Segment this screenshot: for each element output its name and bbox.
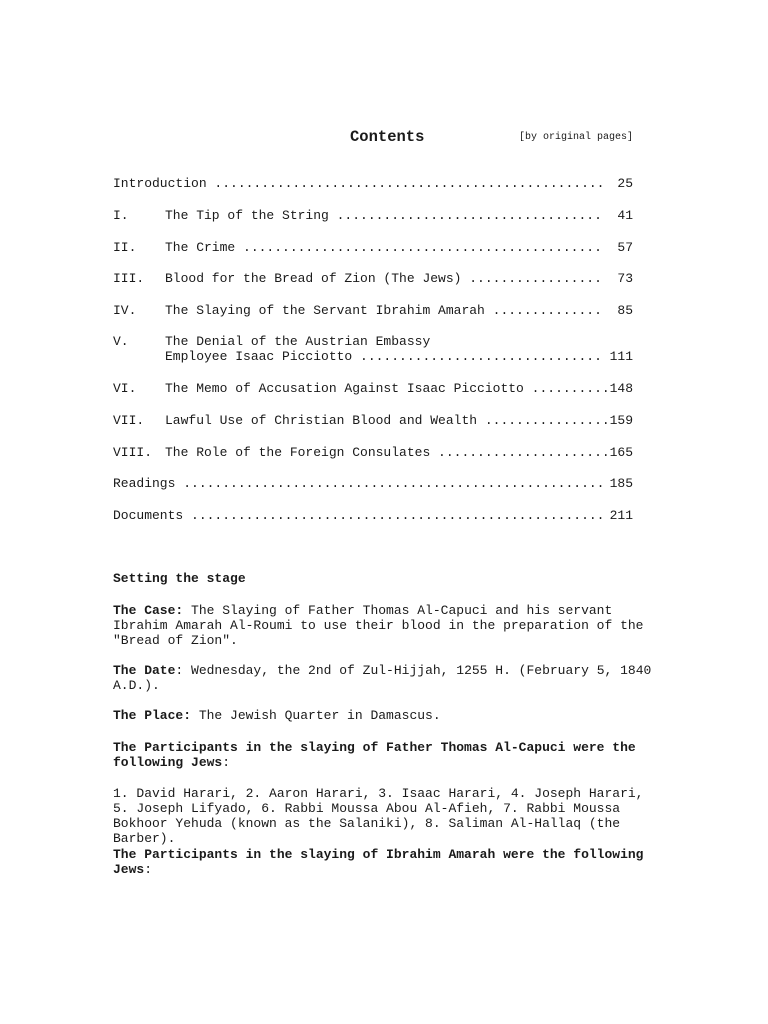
toc-page-number: 73 (617, 271, 633, 286)
toc-entry-chapter-4[interactable] (113, 302, 633, 319)
toc-entry-chapter-5[interactable] (113, 333, 633, 367)
toc-entry-documents[interactable] (113, 507, 633, 524)
toc-page-number: 57 (617, 240, 633, 255)
setting-heading: Setting the stage (113, 571, 246, 586)
toc-entry-text: The Memo of Accusation Against Isaac Picciotto .......... (165, 381, 610, 396)
toc-entry-introduction[interactable] (113, 175, 633, 192)
toc-entry-text: Readings ...................................................... (113, 476, 605, 491)
contents-note: [by original pages] (519, 132, 634, 143)
toc-page-number: 85 (617, 303, 633, 318)
place-label: The Place: (113, 708, 192, 723)
toc-entry-chapter-7[interactable] (113, 412, 633, 429)
toc-entry-text: Documents ..................................................... (113, 508, 605, 523)
toc-chapter-number: I. (113, 208, 129, 223)
toc-entry-chapter-2[interactable] (113, 239, 633, 256)
toc-entry-chapter-6[interactable] (113, 380, 633, 397)
toc-chapter-number: VII. (113, 413, 145, 428)
toc-entry-text: The Tip of the String .................................. (165, 208, 602, 223)
toc-chapter-number: VI. (113, 381, 137, 396)
toc-chapter-number: IV. (113, 303, 137, 318)
participants-thomas-list: 1. David Harari, 2. Aaron Harari, 3. Isaac Harari, 4. Joseph Harari, 5. Joseph Lifyado, 6. Rabbi Moussa Abou Al-Afieh, 7. Rabbi Moussa Bokhoor Yehuda (known as the Salaniki), 8. Saliman Al-Hallaq (the Barber). (113, 786, 644, 846)
toc-entry-text: The Crime .............................................. (165, 240, 602, 255)
toc-entry-text: The Role of the Foreign Consulates ...................... (165, 445, 610, 460)
contents-header (0, 128, 768, 148)
toc-entry-text: The Denial of the Austrian Embassy (165, 334, 431, 349)
date-label: The Date (113, 663, 176, 678)
case-paragraph (113, 603, 653, 648)
toc-page-number: 111 (609, 349, 633, 364)
toc-chapter-number: II. (113, 240, 137, 255)
toc-entry-text: The Slaying of the Servant Ibrahim Amarah .............. (165, 303, 602, 318)
participants-ibrahim-heading: The Participants in the slaying of Ibrahim Amarah were the following Jews: (113, 847, 644, 877)
toc-page-number: 159 (609, 413, 633, 428)
place-text: The Jewish Quarter in Damascus. (191, 708, 441, 723)
toc-entry-text: Blood for the Bread of Zion (The Jews) ................. (165, 271, 602, 286)
toc-entry-readings[interactable] (113, 475, 633, 492)
toc-entry-chapter-3[interactable] (113, 270, 633, 287)
toc-chapter-number: III. (113, 271, 145, 286)
toc-entry-text: Introduction .................................................. (113, 176, 605, 191)
toc-entry-chapter-8[interactable] (113, 444, 633, 461)
case-text: The Slaying of Father Thomas Al-Capuci and his servant Ibrahim Amarah Al-Roumi to use their blood in the preparation of the "Bread of Zion". (113, 603, 644, 648)
toc-page-number: 165 (609, 445, 633, 460)
toc-entry-text-continued: Employee Isaac Picciotto ............................... (165, 349, 602, 364)
toc-entry-text: Lawful Use of Christian Blood and Wealth ................ (165, 413, 610, 428)
date-paragraph (113, 663, 653, 693)
toc-page-number: 185 (609, 476, 633, 491)
contents-title: Contents (350, 128, 425, 146)
toc-chapter-number: VIII. (113, 445, 153, 460)
toc-page-number: 25 (617, 176, 633, 191)
toc-entry-chapter-1[interactable] (113, 207, 633, 224)
toc-page-number: 211 (609, 508, 633, 523)
date-text: : Wednesday, the 2nd of Zul-Hijjah, 1255 H. (February 5, 1840 A.D.). (113, 663, 652, 693)
participants-thomas-heading: The Participants in the slaying of Father Thomas Al-Capuci were the following Jews: (113, 740, 636, 770)
toc-page-number: 41 (617, 208, 633, 223)
case-label: The Case: (113, 603, 184, 618)
toc-page-number: 148 (609, 381, 633, 396)
toc-chapter-number: V. (113, 334, 129, 349)
place-paragraph (113, 708, 653, 723)
